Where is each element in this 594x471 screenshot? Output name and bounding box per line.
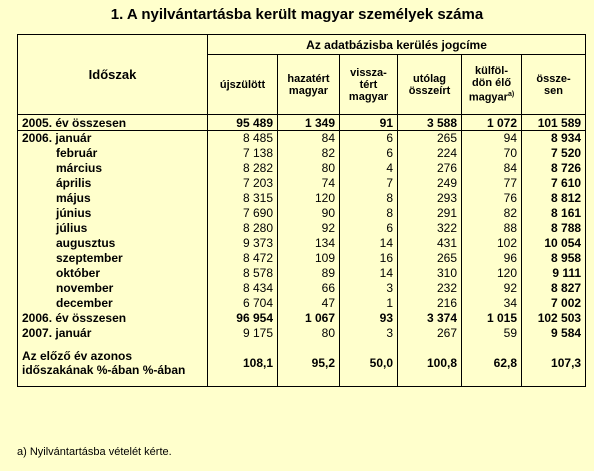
table-row: 2006. január 8 485 84 6 265 94 8 934 [18,131,586,146]
group-header: Az adatbázisba kerülés jogcíme [208,35,586,55]
col-header-total: össze- sen [522,55,586,115]
col-header-returned: hazatért magyar [278,55,340,115]
page-title: 1. A nyilvántartásba került magyar személyek száma [110,6,484,23]
table-row: február 7 138 82 6 224 70 7 520 [18,146,586,161]
col-header-re-returned: vissza- tért magyar [340,55,398,115]
table-row: május 8 315 120 8 293 76 8 812 [18,191,586,206]
col-header-later-registered: utólag összeírt [398,55,462,115]
pct-label: Az előző év azonos időszakának %-ában %-ában [18,341,208,387]
col-header-newborn: újszülött [208,55,278,115]
table-row: 2006. év összesen 96 954 1 067 93 3 374 1 015 102 503 [18,311,586,326]
data-table [17,34,586,387]
col-header-abroad: külföl- dön élő magyar$^{a)}$ [462,55,522,115]
table-row: Az előző év azonos időszakának %-ában %-ában 108,1 95,2 50,0 100,8 62,8 107,3 [18,341,586,387]
table-row: december 6 704 47 1 216 34 7 002 [18,296,586,311]
footnote: a) Nyilvántartásba vételét kérte. [17,446,172,458]
period-header: Időszak [18,35,208,115]
table-row: március 8 282 80 4 276 84 8 726 [18,161,586,176]
table-row: október 8 578 89 14 310 120 9 111 [18,266,586,281]
table-row: 2007. január 9 175 80 3 267 59 9 584 [18,326,586,341]
table-row: 2005. év összesen 95 489 1 349 91 3 588 1 072 101 589 [18,115,586,131]
table-row: július 8 280 92 6 322 88 8 788 [18,221,586,236]
table-row: augusztus 9 373 134 14 431 102 10 054 [18,236,586,251]
table-row: április 7 203 74 7 249 77 7 610 [18,176,586,191]
table-row: június 7 690 90 8 291 82 8 161 [18,206,586,221]
table-row: szeptember 8 472 109 16 265 96 8 958 [18,251,586,266]
table-row: november 8 434 66 3 232 92 8 827 [18,281,586,296]
